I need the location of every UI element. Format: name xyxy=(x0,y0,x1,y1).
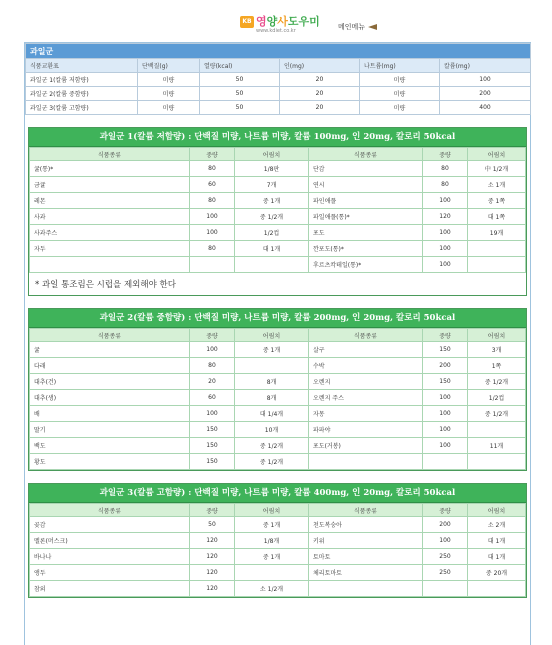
summary-cell: 50 xyxy=(200,87,280,101)
table-cell: 포도 xyxy=(309,225,423,241)
table-cell xyxy=(190,257,235,273)
table-cell: 120 xyxy=(423,209,468,225)
table-row xyxy=(30,406,526,422)
table-cell: 80 xyxy=(190,358,235,374)
column-header: 중량 xyxy=(190,504,235,517)
table-row xyxy=(30,177,526,193)
food-table xyxy=(29,503,526,597)
table-cell: 1/2컵 xyxy=(468,390,526,406)
table-cell: 1/8판 xyxy=(235,161,309,177)
column-header: 식품종류 xyxy=(309,329,423,342)
column-header: 어림치 xyxy=(468,329,526,342)
summary-cell: 50 xyxy=(200,101,280,115)
table-header-row xyxy=(30,329,526,342)
table-cell: 참외 xyxy=(30,581,190,597)
section-title: 과일군 1(칼륨 저함량) : 단백질 미량, 나트륨 미량, 칼륨 100mg, 인 20mg, 칼로리 50kcal xyxy=(29,128,526,147)
table-cell: 200 xyxy=(423,517,468,533)
fruit-group-section xyxy=(28,308,527,471)
table-cell: 오렌지 주스 xyxy=(309,390,423,406)
table-cell xyxy=(468,422,526,438)
summary-title: 과일군 xyxy=(26,44,531,59)
table-cell: 80 xyxy=(423,161,468,177)
table-row xyxy=(30,422,526,438)
table-cell: 딸기 xyxy=(30,422,190,438)
table-row xyxy=(30,358,526,374)
summary-cell: 400 xyxy=(440,101,531,115)
summary-cell: 50 xyxy=(200,73,280,87)
table-cell: 120 xyxy=(190,549,235,565)
section-title: 과일군 3(칼륨 고함량) : 단백질 미량, 나트륨 미량, 칼륨 400mg, 인 20mg, 칼로리 50kcal xyxy=(29,484,526,503)
table-cell: 150 xyxy=(190,438,235,454)
column-header: 어림치 xyxy=(235,329,309,342)
table-cell: 100 xyxy=(190,225,235,241)
table-cell: 중 1개 xyxy=(235,517,309,533)
column-header: 식품종류 xyxy=(309,504,423,517)
summary-header-cell: 식품교환표 xyxy=(26,59,138,73)
table-cell: 중 1/2개 xyxy=(468,374,526,390)
column-header: 중량 xyxy=(190,148,235,161)
table-cell: 200 xyxy=(423,358,468,374)
table-cell: 8개 xyxy=(235,374,309,390)
table-row xyxy=(30,374,526,390)
summary-cell: 미량 xyxy=(360,101,440,115)
summary-table xyxy=(25,43,531,115)
table-row xyxy=(30,342,526,358)
logo-url: www.kdiet.co.kr xyxy=(256,28,296,34)
table-cell: 150 xyxy=(423,342,468,358)
table-cell: 대 1개 xyxy=(468,549,526,565)
table-cell: 대 1개 xyxy=(235,241,309,257)
table-cell: 100 xyxy=(423,390,468,406)
summary-cell: 미량 xyxy=(138,101,200,115)
table-cell: 멜론(머스크) xyxy=(30,533,190,549)
main-menu-label: 메인메뉴 xyxy=(338,23,366,31)
summary-cell: 미량 xyxy=(138,73,200,87)
table-cell: 대 1개 xyxy=(468,533,526,549)
column-header: 중량 xyxy=(423,329,468,342)
table-cell xyxy=(468,581,526,597)
table-cell: 파일애플(통)* xyxy=(309,209,423,225)
table-cell: 사과주스 xyxy=(30,225,190,241)
column-header: 식품종류 xyxy=(30,148,190,161)
table-cell: 100 xyxy=(423,422,468,438)
table-row xyxy=(30,390,526,406)
table-cell: 8개 xyxy=(235,390,309,406)
table-cell: 깐포도(통)* xyxy=(309,241,423,257)
table-cell: 중 1쪽 xyxy=(468,193,526,209)
table-cell: 60 xyxy=(190,177,235,193)
summary-cell: 과일군 1(칼륨 저함량) xyxy=(26,73,138,87)
summary-header-cell: 단백질(g) xyxy=(138,59,200,73)
table-cell: 체리토마토 xyxy=(309,565,423,581)
table-cell: 중 1/2개 xyxy=(235,454,309,470)
section-note: * 과일 통조림은 시럽을 제외해야 한다 xyxy=(35,280,176,290)
table-header-row xyxy=(30,504,526,517)
table-cell: 곶감 xyxy=(30,517,190,533)
summary-cell: 200 xyxy=(440,87,531,101)
table-cell: 키위 xyxy=(309,533,423,549)
table-cell: 오렌지 xyxy=(309,374,423,390)
table-cell: 배 xyxy=(30,406,190,422)
main-menu-link[interactable] xyxy=(338,22,377,32)
table-cell: 50 xyxy=(190,517,235,533)
table-cell: 대 1쪽 xyxy=(468,209,526,225)
table-cell: 중 1/2개 xyxy=(235,438,309,454)
table-row xyxy=(30,225,526,241)
table-cell: 대추(생) xyxy=(30,390,190,406)
table-cell: 100 xyxy=(423,438,468,454)
table-cell xyxy=(235,565,309,581)
table-cell xyxy=(309,454,423,470)
table-cell: 80 xyxy=(190,193,235,209)
fruit-group-section xyxy=(28,483,527,598)
table-cell: 자몽 xyxy=(309,406,423,422)
table-cell xyxy=(423,581,468,597)
table-cell xyxy=(235,257,309,273)
table-cell: 단감 xyxy=(309,161,423,177)
table-row xyxy=(30,533,526,549)
megaphone-icon xyxy=(368,24,377,30)
table-row xyxy=(30,549,526,565)
table-row xyxy=(30,581,526,597)
table-cell xyxy=(468,257,526,273)
summary-cell: 100 xyxy=(440,73,531,87)
table-cell: 3개 xyxy=(468,342,526,358)
table-row xyxy=(30,257,526,273)
food-table xyxy=(29,328,526,470)
table-cell: 포도(거봉) xyxy=(309,438,423,454)
table-cell: 후르츠칵테일(통)* xyxy=(309,257,423,273)
column-header: 식품종류 xyxy=(30,504,190,517)
table-cell: 귤 xyxy=(30,342,190,358)
column-header: 식품종류 xyxy=(309,148,423,161)
logo-text: 영양사도우미 xyxy=(256,15,320,28)
table-row xyxy=(30,209,526,225)
table-cell xyxy=(30,257,190,273)
table-cell: 10개 xyxy=(235,422,309,438)
table-cell: 파인애플 xyxy=(309,193,423,209)
table-cell: 자두 xyxy=(30,241,190,257)
logo-badge: KB xyxy=(240,16,254,28)
table-cell: 100 xyxy=(190,209,235,225)
table-cell: 중 1개 xyxy=(235,342,309,358)
summary-cell: 20 xyxy=(280,87,360,101)
table-cell: 천도복숭아 xyxy=(309,517,423,533)
table-cell: 60 xyxy=(190,390,235,406)
table-row xyxy=(30,454,526,470)
table-cell: 중 1개 xyxy=(235,549,309,565)
table-cell xyxy=(309,581,423,597)
summary-cell: 과일군 2(칼륨 중함량) xyxy=(26,87,138,101)
summary-row xyxy=(26,73,531,87)
table-cell: 소 1/2개 xyxy=(235,581,309,597)
summary-cell: 과일군 3(칼륨 고함량) xyxy=(26,101,138,115)
table-cell: 150 xyxy=(423,374,468,390)
column-header: 중량 xyxy=(423,504,468,517)
summary-cell: 미량 xyxy=(138,87,200,101)
table-cell: 바나나 xyxy=(30,549,190,565)
table-cell: 120 xyxy=(190,581,235,597)
summary-header-cell: 나트륨(mg) xyxy=(360,59,440,73)
food-table xyxy=(29,147,526,273)
table-cell xyxy=(468,454,526,470)
table-cell: 80 xyxy=(190,241,235,257)
table-cell: 중 1개 xyxy=(235,193,309,209)
table-cell: 소 2개 xyxy=(468,517,526,533)
table-cell: 1/2컵 xyxy=(235,225,309,241)
table-cell: 1쪽 xyxy=(468,358,526,374)
table-cell: 100 xyxy=(423,225,468,241)
summary-header-cell: 인(mg) xyxy=(280,59,360,73)
table-cell: 100 xyxy=(423,193,468,209)
table-cell: 250 xyxy=(423,565,468,581)
table-cell: 수박 xyxy=(309,358,423,374)
table-cell: 100 xyxy=(423,241,468,257)
table-cell: 100 xyxy=(423,257,468,273)
table-cell: 중 1/2개 xyxy=(235,209,309,225)
table-cell: 150 xyxy=(190,422,235,438)
table-cell: 19개 xyxy=(468,225,526,241)
summary-cell: 미량 xyxy=(360,73,440,87)
column-header: 어림치 xyxy=(235,504,309,517)
table-cell xyxy=(468,241,526,257)
table-cell: 중 1/2개 xyxy=(468,406,526,422)
summary-row xyxy=(26,87,531,101)
summary-header-cell: 칼륨(mg) xyxy=(440,59,531,73)
table-row xyxy=(30,438,526,454)
table-row xyxy=(30,241,526,257)
table-cell: 250 xyxy=(423,549,468,565)
table-cell: 소 1개 xyxy=(468,177,526,193)
table-cell: 앵두 xyxy=(30,565,190,581)
site-logo[interactable] xyxy=(240,16,320,36)
summary-cell: 20 xyxy=(280,101,360,115)
table-cell: 100 xyxy=(190,406,235,422)
table-cell: 80 xyxy=(190,161,235,177)
fruit-group-section xyxy=(28,127,527,296)
table-cell: 대 1/4개 xyxy=(235,406,309,422)
table-cell: 파파야 xyxy=(309,422,423,438)
table-cell: 中 1/2개 xyxy=(468,161,526,177)
table-cell: 백도 xyxy=(30,438,190,454)
table-cell: 다래 xyxy=(30,358,190,374)
table-cell: 황도 xyxy=(30,454,190,470)
table-cell: 120 xyxy=(190,533,235,549)
column-header: 어림치 xyxy=(235,148,309,161)
section-title: 과일군 2(칼륨 중함량) : 단백질 미량, 나트륨 미량, 칼륨 200mg, 인 20mg, 칼로리 50kcal xyxy=(29,309,526,328)
column-header: 중량 xyxy=(423,148,468,161)
table-row xyxy=(30,517,526,533)
summary-cell: 미량 xyxy=(360,87,440,101)
table-cell: 11개 xyxy=(468,438,526,454)
column-header: 어림치 xyxy=(468,148,526,161)
summary-cell: 20 xyxy=(280,73,360,87)
table-row xyxy=(30,193,526,209)
summary-row xyxy=(26,101,531,115)
table-cell: 100 xyxy=(190,342,235,358)
top-bar xyxy=(0,0,552,38)
table-cell xyxy=(235,358,309,374)
content-frame xyxy=(24,42,531,645)
table-cell: 80 xyxy=(423,177,468,193)
table-cell: 레몬 xyxy=(30,193,190,209)
summary-header-cell: 열량(kcal) xyxy=(200,59,280,73)
table-cell: 20 xyxy=(190,374,235,390)
table-cell: 7개 xyxy=(235,177,309,193)
table-cell: 연시 xyxy=(309,177,423,193)
table-cell: 중 20개 xyxy=(468,565,526,581)
table-cell: 사과 xyxy=(30,209,190,225)
table-cell: 100 xyxy=(423,406,468,422)
table-cell: 1/8개 xyxy=(235,533,309,549)
table-cell: 120 xyxy=(190,565,235,581)
table-cell: 금귤 xyxy=(30,177,190,193)
column-header: 어림치 xyxy=(468,504,526,517)
table-header-row xyxy=(30,148,526,161)
table-row xyxy=(30,565,526,581)
table-cell: 토마토 xyxy=(309,549,423,565)
table-cell xyxy=(423,454,468,470)
column-header: 중량 xyxy=(190,329,235,342)
table-cell: 100 xyxy=(423,533,468,549)
table-cell: 대추(건) xyxy=(30,374,190,390)
table-cell: 150 xyxy=(190,454,235,470)
column-header: 식품종류 xyxy=(30,329,190,342)
summary-header-row xyxy=(26,59,531,73)
table-row xyxy=(30,161,526,177)
table-cell: 살구 xyxy=(309,342,423,358)
table-cell: 귤(통)* xyxy=(30,161,190,177)
